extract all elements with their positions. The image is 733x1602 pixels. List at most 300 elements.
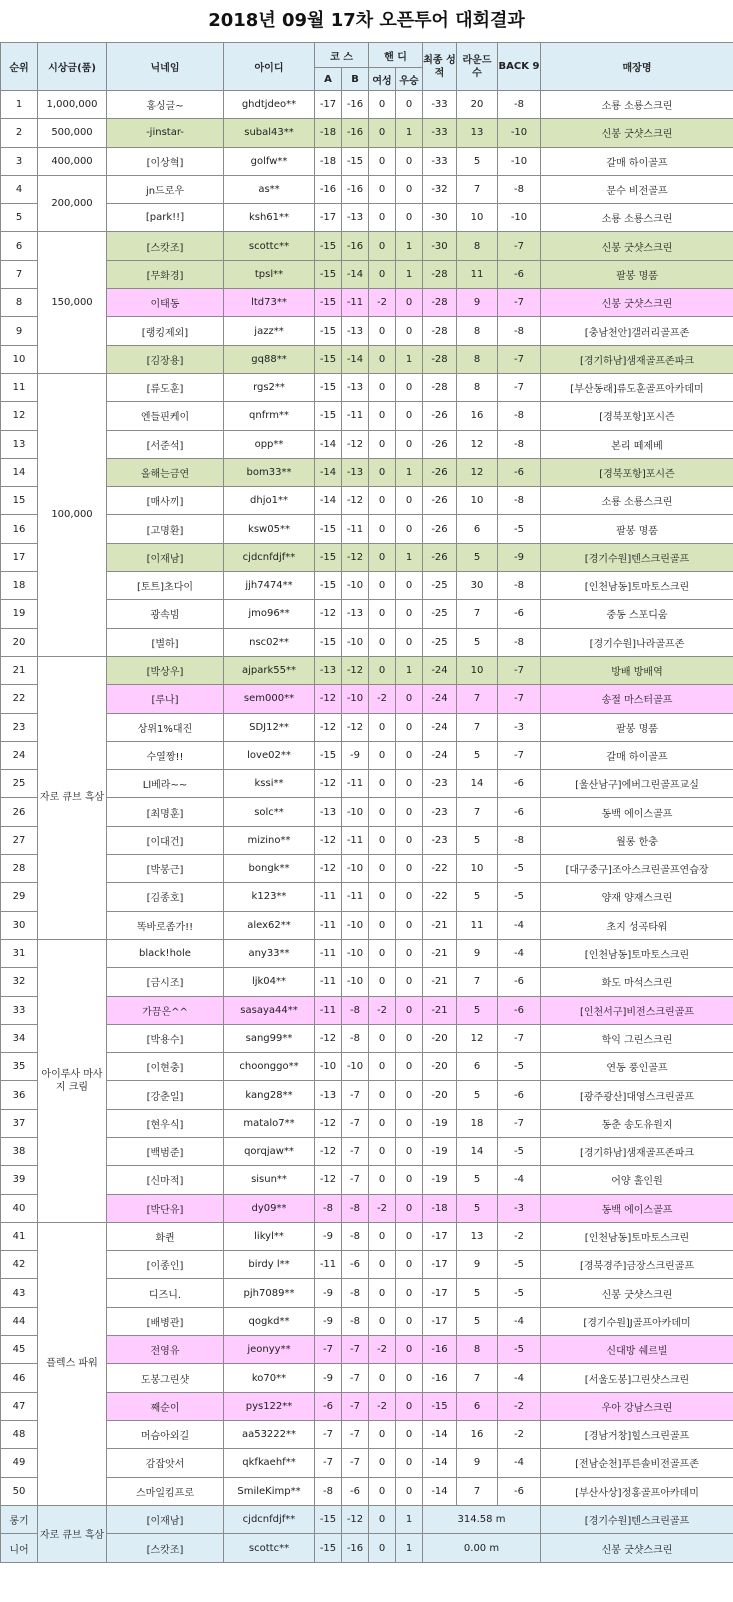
handicap-female-cell: 0 — [369, 91, 396, 119]
final-score-cell: -30 — [423, 232, 457, 260]
table-row — [1, 1251, 733, 1279]
course-a-cell: -7 — [315, 1336, 342, 1364]
store-cell: 학익 그린스크린 — [541, 1024, 733, 1052]
handicap-female-cell: 0 — [369, 402, 396, 430]
course-b-cell: -8 — [342, 1024, 369, 1052]
distance-cell: 0.00 m — [423, 1534, 541, 1563]
table-row — [1, 1109, 733, 1137]
handicap-winner-cell: 0 — [396, 770, 423, 798]
course-b-cell: -10 — [342, 798, 369, 826]
course-b-cell: -7 — [342, 1336, 369, 1364]
course-a-cell: -15 — [315, 1534, 342, 1563]
id-cell: ljk04** — [224, 968, 315, 996]
nickname-cell: [이현충] — [107, 1053, 224, 1081]
back9-cell: -10 — [498, 147, 541, 175]
back9-cell: -8 — [498, 826, 541, 854]
course-a-cell: -9 — [315, 1364, 342, 1392]
course-b-cell: -7 — [342, 1449, 369, 1477]
handicap-female-cell: 0 — [369, 855, 396, 883]
store-cell: [울산남구]에버그린골프교실 — [541, 770, 733, 798]
id-cell: nsc02** — [224, 628, 315, 656]
handicap-female-cell: 0 — [369, 175, 396, 203]
nickname-cell: [토트]초다이 — [107, 572, 224, 600]
final-score-cell: -26 — [423, 487, 457, 515]
course-a-cell: -14 — [315, 487, 342, 515]
final-score-cell: -25 — [423, 600, 457, 628]
handicap-winner-cell: 0 — [396, 204, 423, 232]
rounds-cell: 8 — [457, 232, 498, 260]
rounds-cell: 7 — [457, 1477, 498, 1505]
course-a-cell: -15 — [315, 289, 342, 317]
back9-cell: -4 — [498, 1364, 541, 1392]
rank-cell: 8 — [1, 289, 38, 317]
final-score-cell: -28 — [423, 289, 457, 317]
rounds-cell: 6 — [457, 515, 498, 543]
course-a-cell: -14 — [315, 430, 342, 458]
course-a-cell: -12 — [315, 1024, 342, 1052]
rank-cell: 3 — [1, 147, 38, 175]
final-score-cell: -25 — [423, 572, 457, 600]
store-cell: 연동 풍인골프 — [541, 1053, 733, 1081]
handicap-female-cell: 0 — [369, 317, 396, 345]
id-cell: subal43** — [224, 119, 315, 147]
store-cell: 월롱 한충 — [541, 826, 733, 854]
store-cell: [경기수원]텐스크린골프 — [541, 1505, 733, 1534]
prize-cell: 150,000 — [38, 232, 107, 373]
final-score-cell: -14 — [423, 1449, 457, 1477]
rank-cell: 36 — [1, 1081, 38, 1109]
rank-cell: 2 — [1, 119, 38, 147]
table-row — [1, 685, 733, 713]
store-cell: 중동 스포디움 — [541, 600, 733, 628]
rank-cell: 11 — [1, 373, 38, 401]
back9-cell: -5 — [498, 1251, 541, 1279]
rank-cell: 29 — [1, 883, 38, 911]
nickname-cell: [금시조] — [107, 968, 224, 996]
nickname-cell: 상위1%대진 — [107, 713, 224, 741]
handicap-winner-cell: 0 — [396, 147, 423, 175]
rank-cell: 14 — [1, 458, 38, 486]
id-cell: gq88** — [224, 345, 315, 373]
rank-cell: 41 — [1, 1222, 38, 1250]
store-cell: [경기수원]텐스크린골프 — [541, 543, 733, 571]
course-b-cell: -8 — [342, 1222, 369, 1250]
course-a-cell: -13 — [315, 1081, 342, 1109]
table-row — [1, 119, 733, 147]
course-a-cell: -13 — [315, 798, 342, 826]
back9-cell: -4 — [498, 939, 541, 967]
header-store: 매장명 — [541, 43, 733, 91]
course-b-cell: -14 — [342, 345, 369, 373]
store-cell: [경기하남]샘재골프존파크 — [541, 1137, 733, 1165]
final-score-cell: -24 — [423, 741, 457, 769]
handicap-female-cell: 0 — [369, 883, 396, 911]
final-score-cell: -26 — [423, 458, 457, 486]
id-cell: qkfkaehf** — [224, 1449, 315, 1477]
store-cell: 신대방 쉐르빌 — [541, 1336, 733, 1364]
course-b-cell: -7 — [342, 1137, 369, 1165]
rounds-cell: 7 — [457, 1364, 498, 1392]
final-score-cell: -26 — [423, 543, 457, 571]
table-row — [1, 600, 733, 628]
handicap-winner-cell: 0 — [396, 1109, 423, 1137]
table-row — [1, 1364, 733, 1392]
back9-cell: -6 — [498, 458, 541, 486]
handicap-female-cell: 0 — [369, 1449, 396, 1477]
id-cell: tpsl** — [224, 260, 315, 288]
rounds-cell: 7 — [457, 600, 498, 628]
course-b-cell: -16 — [342, 119, 369, 147]
handicap-female-cell: 0 — [369, 713, 396, 741]
header-prize: 시상금(품) — [38, 43, 107, 91]
store-cell: 갈매 하이골프 — [541, 147, 733, 175]
rank-cell: 50 — [1, 1477, 38, 1505]
handicap-winner-cell: 0 — [396, 91, 423, 119]
rank-cell: 26 — [1, 798, 38, 826]
id-cell: birdy l** — [224, 1251, 315, 1279]
handicap-winner-cell: 0 — [396, 289, 423, 317]
id-cell: qorqjaw** — [224, 1137, 315, 1165]
table-row — [1, 204, 733, 232]
final-score-cell: -24 — [423, 713, 457, 741]
rank-cell: 39 — [1, 1166, 38, 1194]
table-row — [1, 1081, 733, 1109]
header-handicap: 핸 디 — [369, 43, 423, 68]
rounds-cell: 5 — [457, 628, 498, 656]
handicap-winner-cell: 1 — [396, 232, 423, 260]
course-a-cell: -11 — [315, 939, 342, 967]
course-b-cell: -16 — [342, 232, 369, 260]
rank-cell: 17 — [1, 543, 38, 571]
rounds-cell: 7 — [457, 968, 498, 996]
store-cell: [경기하남]샘재골프존파크 — [541, 345, 733, 373]
nickname-cell: black!hole — [107, 939, 224, 967]
handicap-winner-cell: 0 — [396, 515, 423, 543]
rounds-cell: 10 — [457, 656, 498, 684]
final-score-cell: -22 — [423, 855, 457, 883]
nickname-cell: 전영유 — [107, 1336, 224, 1364]
id-cell: aa53222** — [224, 1420, 315, 1448]
course-b-cell: -11 — [342, 883, 369, 911]
back9-cell: -7 — [498, 232, 541, 260]
rounds-cell: 14 — [457, 770, 498, 798]
final-score-cell: -16 — [423, 1336, 457, 1364]
id-cell: kssi** — [224, 770, 315, 798]
table-row — [1, 1449, 733, 1477]
nickname-cell: 올해는금연 — [107, 458, 224, 486]
rank-cell: 43 — [1, 1279, 38, 1307]
course-a-cell: -8 — [315, 1194, 342, 1222]
store-cell: 팔봉 명품 — [541, 260, 733, 288]
store-cell: [전남순천]푸른솔비전골프존 — [541, 1449, 733, 1477]
handicap-winner-cell: 1 — [396, 458, 423, 486]
handicap-female-cell: -2 — [369, 996, 396, 1024]
course-b-cell: -12 — [342, 487, 369, 515]
course-b-cell: -12 — [342, 1505, 369, 1534]
course-b-cell: -11 — [342, 402, 369, 430]
course-a-cell: -15 — [315, 317, 342, 345]
course-a-cell: -15 — [315, 232, 342, 260]
course-b-cell: -16 — [342, 175, 369, 203]
results-table — [0, 42, 733, 1563]
nickname-cell: [류도훈] — [107, 373, 224, 401]
prize-cell: 아이루사 마사지 크림 — [38, 939, 107, 1222]
back9-cell: -5 — [498, 855, 541, 883]
rank-cell: 31 — [1, 939, 38, 967]
table-row — [1, 968, 733, 996]
id-cell: scottc** — [224, 1534, 315, 1563]
back9-cell: -4 — [498, 1449, 541, 1477]
nickname-cell: [이상혁] — [107, 147, 224, 175]
handicap-female-cell: -2 — [369, 1194, 396, 1222]
nickname-cell: [박단유] — [107, 1194, 224, 1222]
table-row — [1, 1222, 733, 1250]
course-b-cell: -13 — [342, 600, 369, 628]
rank-cell: 25 — [1, 770, 38, 798]
id-cell: ltd73** — [224, 289, 315, 317]
store-cell: 소룡 소룡스크린 — [541, 204, 733, 232]
back9-cell: -8 — [498, 628, 541, 656]
rank-cell: 40 — [1, 1194, 38, 1222]
handicap-female-cell: 0 — [369, 798, 396, 826]
course-a-cell: -16 — [315, 175, 342, 203]
nickname-cell: [현우식] — [107, 1109, 224, 1137]
id-cell: pys122** — [224, 1392, 315, 1420]
rank-cell: 46 — [1, 1364, 38, 1392]
handicap-winner-cell: 1 — [396, 543, 423, 571]
table-row — [1, 855, 733, 883]
results-body — [1, 91, 733, 1506]
back9-cell: -7 — [498, 741, 541, 769]
rounds-cell: 5 — [457, 826, 498, 854]
rank-cell: 5 — [1, 204, 38, 232]
final-score-cell: -18 — [423, 1194, 457, 1222]
rounds-cell: 7 — [457, 798, 498, 826]
handicap-female-cell: 0 — [369, 430, 396, 458]
id-cell: ajpark55** — [224, 656, 315, 684]
back9-cell: -5 — [498, 1053, 541, 1081]
course-a-cell: -15 — [315, 572, 342, 600]
id-cell: qnfrm** — [224, 402, 315, 430]
back9-cell: -6 — [498, 770, 541, 798]
handicap-winner-cell: 0 — [396, 1364, 423, 1392]
id-cell: cjdcnfdjf** — [224, 543, 315, 571]
id-cell: rgs2** — [224, 373, 315, 401]
back9-cell: -5 — [498, 1279, 541, 1307]
store-cell: 소룡 소룡스크린 — [541, 487, 733, 515]
id-cell: kang28** — [224, 1081, 315, 1109]
header-course: 코 스 — [315, 43, 369, 68]
prize-cell: 100,000 — [38, 373, 107, 656]
course-a-cell: -15 — [315, 628, 342, 656]
nickname-cell: [김종호] — [107, 883, 224, 911]
final-score-cell: -21 — [423, 911, 457, 939]
header-course-b: B — [342, 68, 369, 91]
handicap-winner-cell: 0 — [396, 1477, 423, 1505]
nickname-cell: [최명훈] — [107, 798, 224, 826]
table-row — [1, 1194, 733, 1222]
rank-cell: 7 — [1, 260, 38, 288]
id-cell: cjdcnfdjf** — [224, 1505, 315, 1534]
rank-cell: 33 — [1, 996, 38, 1024]
final-score-cell: -32 — [423, 175, 457, 203]
table-row — [1, 1053, 733, 1081]
rounds-cell: 10 — [457, 204, 498, 232]
id-cell: jeonyy** — [224, 1336, 315, 1364]
store-cell: 화도 마석스크린 — [541, 968, 733, 996]
course-a-cell: -15 — [315, 515, 342, 543]
handicap-female-cell: 0 — [369, 487, 396, 515]
course-b-cell: -15 — [342, 147, 369, 175]
award-label-cell: 롱기 — [1, 1505, 38, 1534]
rounds-cell: 7 — [457, 685, 498, 713]
rounds-cell: 6 — [457, 1053, 498, 1081]
id-cell: jjh7474** — [224, 572, 315, 600]
handicap-female-cell: 0 — [369, 911, 396, 939]
rounds-cell: 13 — [457, 1222, 498, 1250]
handicap-female-cell: 0 — [369, 1534, 396, 1563]
course-b-cell: -12 — [342, 543, 369, 571]
table-row — [1, 487, 733, 515]
store-cell: [인천남동]토마토스크린 — [541, 1222, 733, 1250]
handicap-winner-cell: 0 — [396, 1222, 423, 1250]
table-row — [1, 1024, 733, 1052]
table-row — [1, 1336, 733, 1364]
handicap-winner-cell: 0 — [396, 175, 423, 203]
handicap-winner-cell: 0 — [396, 883, 423, 911]
nickname-cell: [이대건] — [107, 826, 224, 854]
course-a-cell: -15 — [315, 543, 342, 571]
nickname-cell: [랭킹제외] — [107, 317, 224, 345]
final-score-cell: -17 — [423, 1307, 457, 1335]
rank-cell: 27 — [1, 826, 38, 854]
nickname-cell: [루나] — [107, 685, 224, 713]
rank-cell: 10 — [1, 345, 38, 373]
prize-cell: 플렉스 파워 — [38, 1222, 107, 1505]
nickname-cell: [박상우] — [107, 656, 224, 684]
store-cell: 팔봉 명품 — [541, 515, 733, 543]
id-cell: love02** — [224, 741, 315, 769]
handicap-female-cell: 0 — [369, 119, 396, 147]
course-a-cell: -7 — [315, 1449, 342, 1477]
header-final: 최종 성적 — [423, 43, 457, 91]
table-row — [1, 996, 733, 1024]
nickname-cell: -jinstar- — [107, 119, 224, 147]
course-a-cell: -12 — [315, 1109, 342, 1137]
final-score-cell: -23 — [423, 798, 457, 826]
back9-cell: -7 — [498, 289, 541, 317]
table-row — [1, 289, 733, 317]
store-cell: 어양 홀인원 — [541, 1166, 733, 1194]
course-a-cell: -15 — [315, 260, 342, 288]
rank-cell: 21 — [1, 656, 38, 684]
handicap-winner-cell: 0 — [396, 798, 423, 826]
award-row — [1, 1505, 733, 1534]
store-cell: [경북경주]금장스크린골프 — [541, 1251, 733, 1279]
handicap-winner-cell: 1 — [396, 656, 423, 684]
back9-cell: -10 — [498, 204, 541, 232]
back9-cell: -6 — [498, 600, 541, 628]
course-b-cell: -10 — [342, 1053, 369, 1081]
store-cell: 신봉 굿샷스크린 — [541, 1534, 733, 1563]
id-cell: sisun** — [224, 1166, 315, 1194]
handicap-female-cell: 0 — [369, 147, 396, 175]
back9-cell: -5 — [498, 1137, 541, 1165]
table-row — [1, 1137, 733, 1165]
course-a-cell: -12 — [315, 770, 342, 798]
final-score-cell: -16 — [423, 1364, 457, 1392]
handicap-winner-cell: 0 — [396, 628, 423, 656]
course-b-cell: -8 — [342, 1194, 369, 1222]
rank-cell: 20 — [1, 628, 38, 656]
rank-cell: 23 — [1, 713, 38, 741]
rank-cell: 12 — [1, 402, 38, 430]
table-row — [1, 713, 733, 741]
table-row — [1, 572, 733, 600]
handicap-female-cell: 0 — [369, 1420, 396, 1448]
id-cell: likyl** — [224, 1222, 315, 1250]
back9-cell: -8 — [498, 430, 541, 458]
rank-cell: 47 — [1, 1392, 38, 1420]
store-cell: 우아 강남스크린 — [541, 1392, 733, 1420]
rounds-cell: 7 — [457, 175, 498, 203]
handicap-female-cell: 0 — [369, 826, 396, 854]
id-cell: SDJ12** — [224, 713, 315, 741]
course-b-cell: -7 — [342, 1081, 369, 1109]
final-score-cell: -14 — [423, 1477, 457, 1505]
course-b-cell: -7 — [342, 1166, 369, 1194]
course-b-cell: -11 — [342, 770, 369, 798]
course-b-cell: -10 — [342, 911, 369, 939]
handicap-winner-cell: 0 — [396, 968, 423, 996]
final-score-cell: -28 — [423, 373, 457, 401]
final-score-cell: -23 — [423, 770, 457, 798]
course-b-cell: -12 — [342, 713, 369, 741]
course-a-cell: -13 — [315, 656, 342, 684]
table-row — [1, 1279, 733, 1307]
course-a-cell: -15 — [315, 1505, 342, 1534]
final-score-cell: -19 — [423, 1166, 457, 1194]
course-b-cell: -8 — [342, 1307, 369, 1335]
handicap-female-cell: 0 — [369, 1477, 396, 1505]
back9-cell: -6 — [498, 1081, 541, 1109]
id-cell: pjh7089** — [224, 1279, 315, 1307]
handicap-female-cell: 0 — [369, 373, 396, 401]
store-cell: [경기수원]J골프아카데미 — [541, 1307, 733, 1335]
handicap-female-cell: 0 — [369, 1081, 396, 1109]
handicap-winner-cell: 0 — [396, 741, 423, 769]
nickname-cell: [박봉근] — [107, 855, 224, 883]
course-b-cell: -10 — [342, 628, 369, 656]
award-prize-cell: 자로 큐브 흑삼 — [38, 1505, 107, 1562]
final-score-cell: -28 — [423, 317, 457, 345]
course-a-cell: -17 — [315, 204, 342, 232]
back9-cell: -2 — [498, 1392, 541, 1420]
course-b-cell: -13 — [342, 204, 369, 232]
store-cell: [충남천안]갤러리골프존 — [541, 317, 733, 345]
handicap-female-cell: 0 — [369, 345, 396, 373]
handicap-winner-cell: 0 — [396, 1392, 423, 1420]
course-a-cell: -18 — [315, 147, 342, 175]
store-cell: [경남거창]힐스크린골프 — [541, 1420, 733, 1448]
rounds-cell: 5 — [457, 543, 498, 571]
rounds-cell: 12 — [457, 1024, 498, 1052]
handicap-winner-cell: 0 — [396, 826, 423, 854]
course-b-cell: -13 — [342, 373, 369, 401]
course-b-cell: -6 — [342, 1477, 369, 1505]
handicap-winner-cell: 0 — [396, 1024, 423, 1052]
rounds-cell: 8 — [457, 373, 498, 401]
